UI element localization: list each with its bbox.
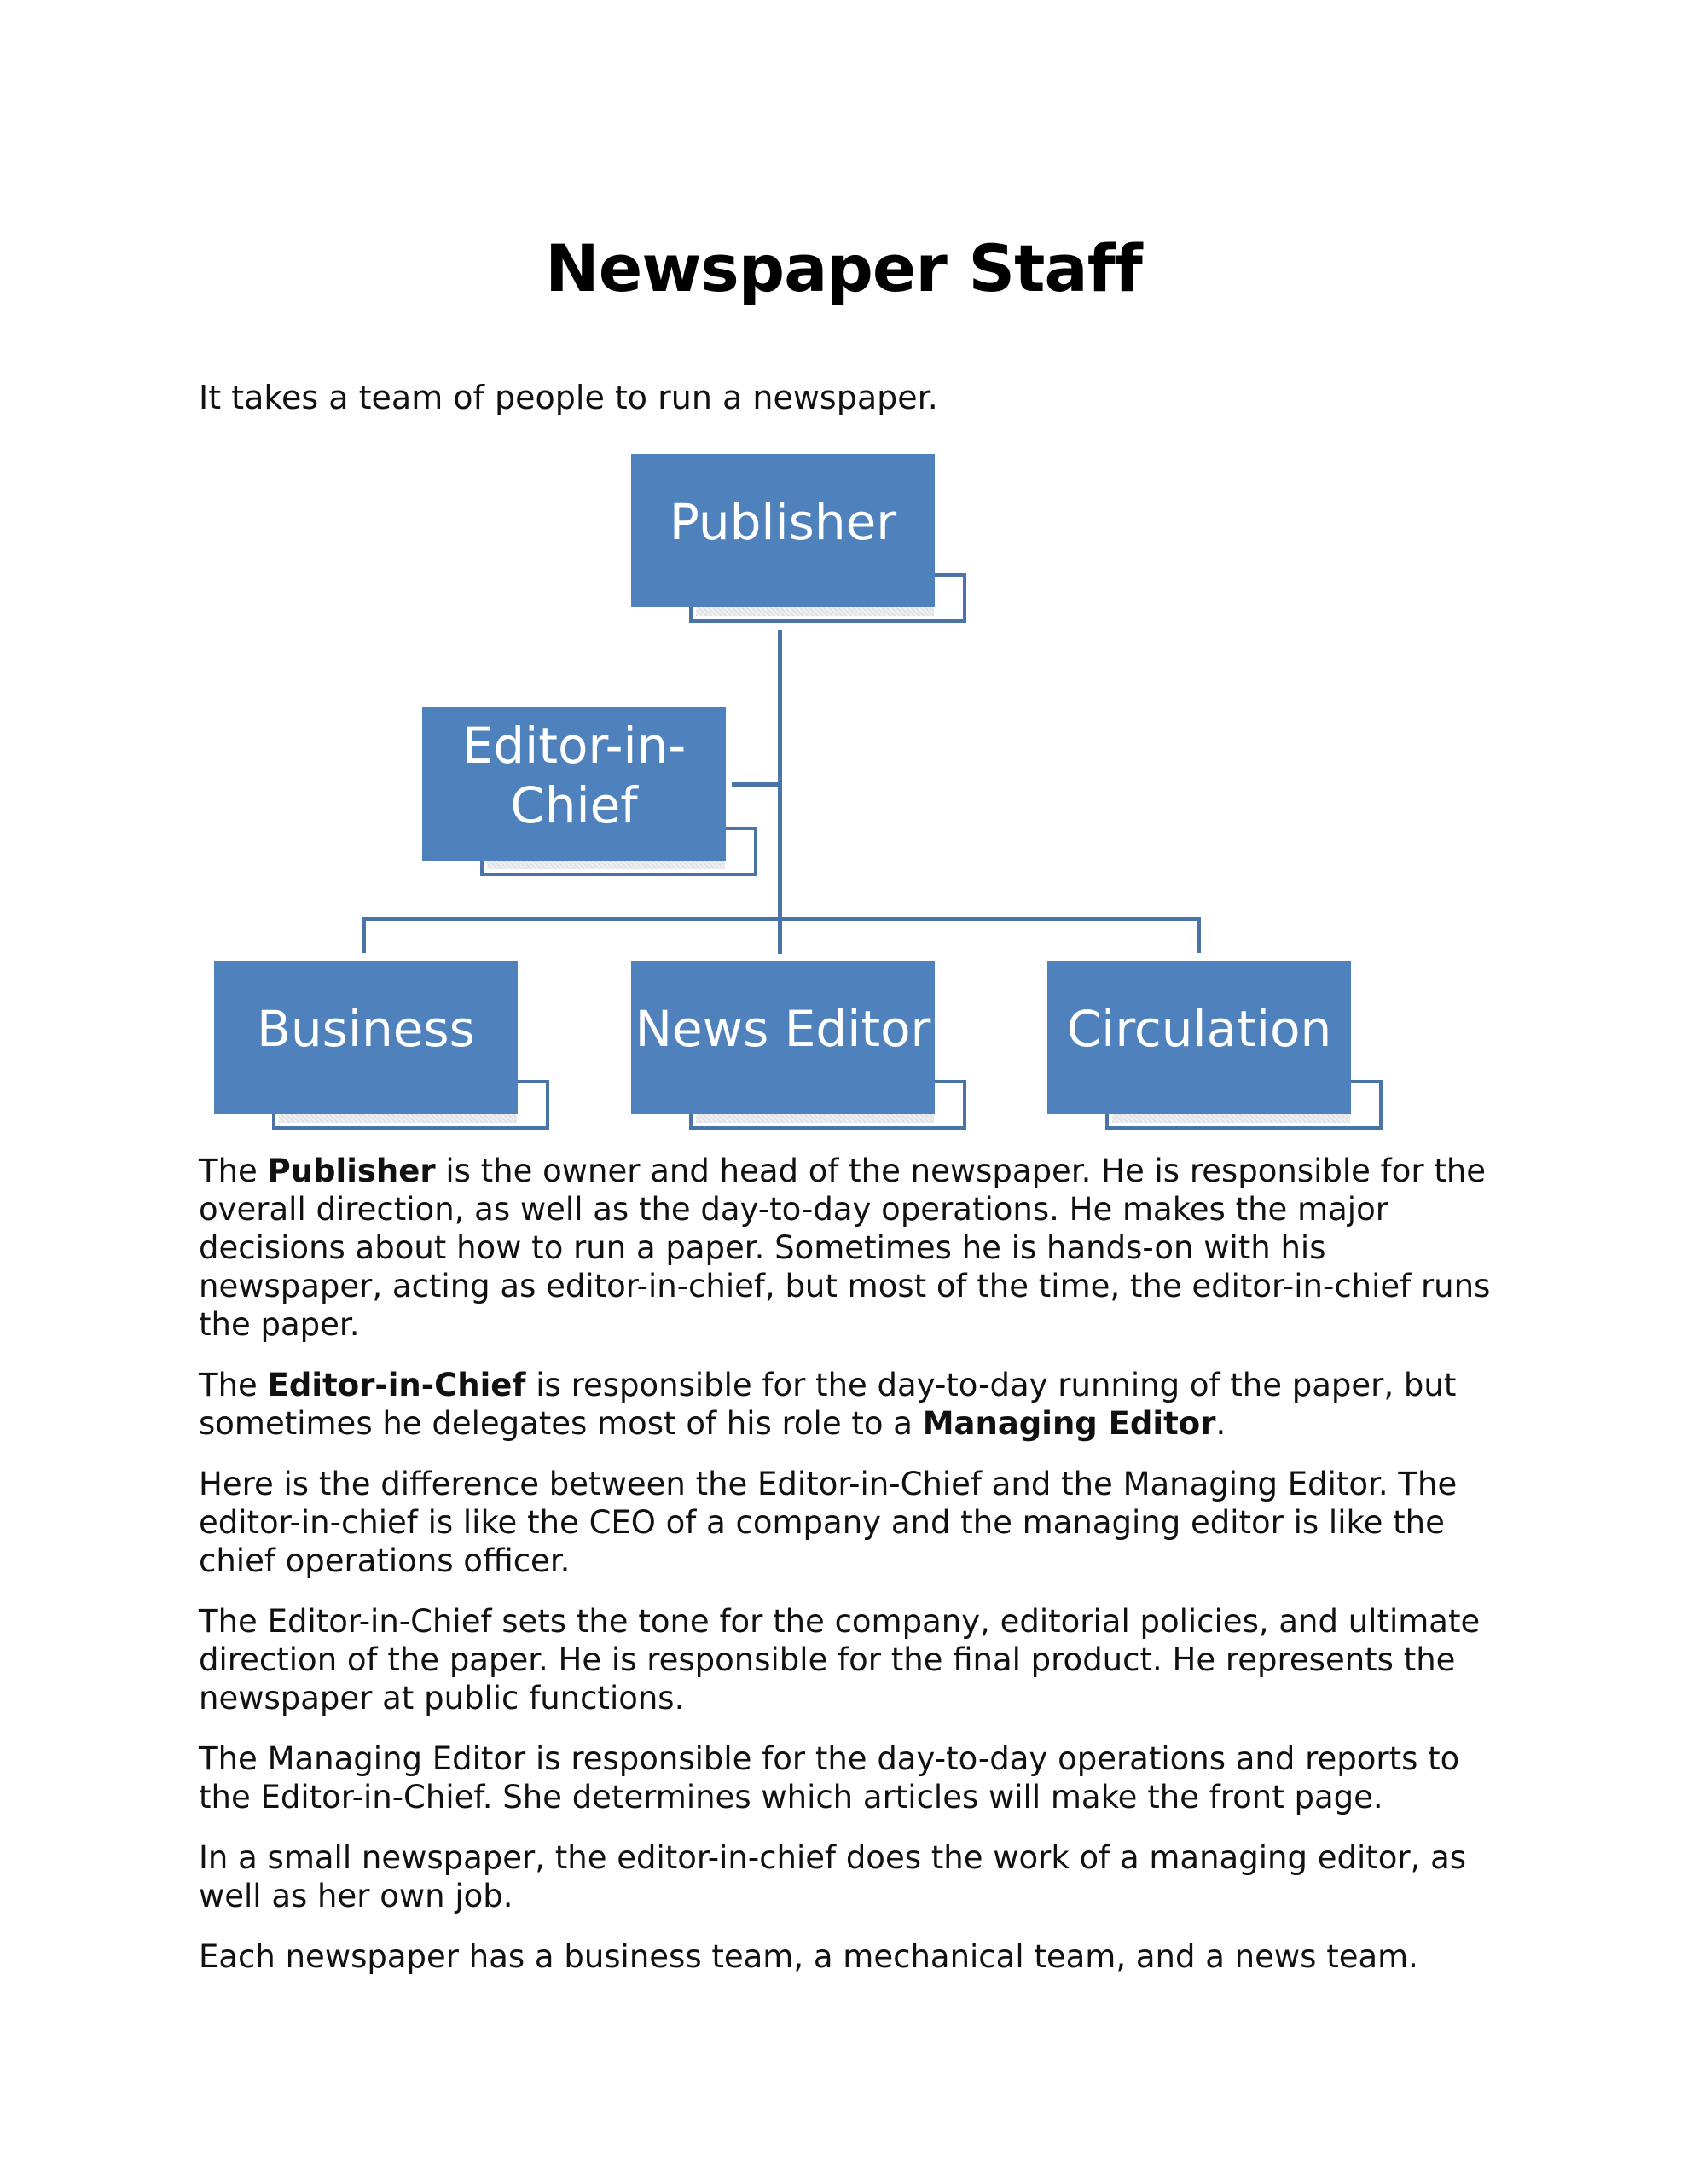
paragraph-text: . (1215, 1405, 1226, 1442)
node-editor-in-chief (422, 707, 726, 861)
term-publisher: Publisher (267, 1153, 436, 1189)
term-editor-in-chief: Editor-in-Chief (267, 1367, 526, 1403)
paragraph-managing-editor-role: The Managing Editor is responsible for the day-to-day operations and reports to the Editor-in-Chief. She determines which articles will make the front page. (199, 1740, 1460, 1815)
node-news-editor (631, 961, 935, 1114)
node-business (214, 961, 518, 1114)
connector-horizontal-bus (362, 917, 1201, 921)
paragraph-text: The (199, 1367, 268, 1403)
page-title: Newspaper Staff (545, 230, 1142, 306)
paragraph-text: The (199, 1153, 268, 1189)
body-text (199, 1152, 1512, 1998)
paragraph-text: is responsible for the day-to-day running of the paper, but sometimes he delegates most of his role to a (199, 1367, 1457, 1442)
paragraph-teams: Each newspaper has a business team, a mechanical team, and a news team. (199, 1938, 1418, 1975)
intro-text: It takes a team of people to run a newspaper. (199, 379, 938, 416)
connector-business-drop (362, 917, 366, 953)
node-news-editor-label: News Editor (631, 961, 935, 1114)
paragraph-editor-in-chief (199, 1366, 1512, 1443)
paragraph-small-newspaper: In a small newspaper, the editor-in-chief does the work of a managing editor, as well as her own job. (199, 1839, 1467, 1914)
paragraph-eic-role: The Editor-in-Chief sets the tone for the company, editorial policies, and ultimate direction of the paper. He is responsible for the final product. He represents the newspaper at public functions. (199, 1603, 1481, 1716)
paragraph-difference: Here is the difference between the Editor-in-Chief and the Managing Editor. The editor-in-chief is like the CEO of a company and the managing editor is like the chief operations officer. (199, 1466, 1458, 1579)
term-managing-editor: Managing Editor (922, 1405, 1216, 1442)
paragraph-publisher (199, 1152, 1512, 1344)
connector-editor-branch (732, 782, 781, 787)
node-circulation-label: Circulation (1047, 961, 1351, 1114)
node-editor-in-chief-label: Editor-in-Chief (422, 707, 726, 861)
node-circulation (1047, 961, 1351, 1114)
connector-vertical-main (778, 630, 782, 954)
node-publisher (631, 454, 935, 607)
node-publisher-label: Publisher (631, 454, 935, 607)
node-business-label: Business (214, 961, 518, 1114)
connector-circulation-drop (1197, 917, 1201, 953)
paragraph-text: is the owner and head of the newspaper. He is responsible for the overall direction, as well as the day-to-day operations. He makes the major decisions about how to run a paper. Sometimes he is hands-on with his newspaper, acting as editor-in-chief, but most of the time, the editor-in-chief runs the paper. (199, 1153, 1491, 1343)
